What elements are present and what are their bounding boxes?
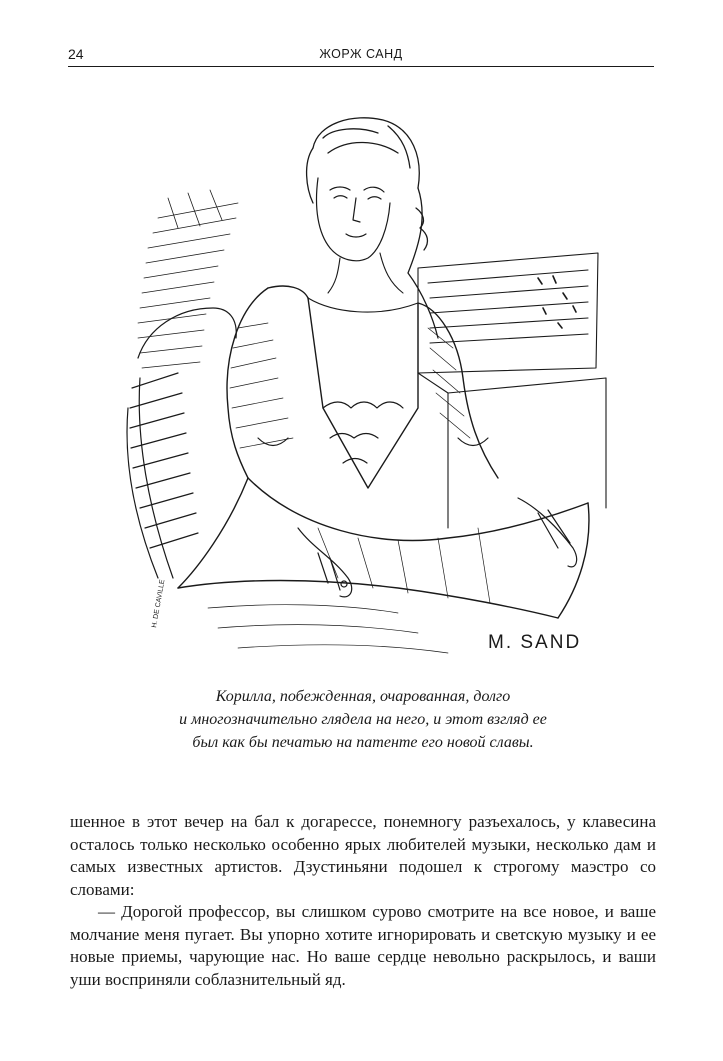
page-number: 24: [68, 46, 84, 62]
engraving-illustration: [118, 108, 608, 668]
paragraph-dialogue: — Дорогой профессор, вы слишком сурово смотрите на все новое, и ваше молчание меня пугает. Вы упорно хотите игнорировать и светскую музыку и ее новые приемы, чарующие нас. Но ваше сердце невольно раскрылось, и ваши уши восприняли соблазнительный яд.: [70, 902, 656, 989]
background-hatching: [138, 190, 238, 368]
dress: [178, 286, 589, 618]
engraving-svg: [118, 108, 608, 668]
harpsichord: [418, 253, 606, 528]
page-header: [68, 44, 654, 67]
caption-line: Корилла, побежденная, очарованная, долго: [215, 688, 511, 705]
illustration-caption: [100, 685, 626, 754]
ruffles: [258, 402, 488, 463]
neck: [308, 253, 418, 312]
caption-line: и многозначительно глядела на него, и этот взгляд ее: [179, 711, 547, 728]
paragraph-continuation: шенное в этот вечер на бал к догарессе, понемногу разъехалось, у клавесина осталось только несколько особенно ярых любителей музыки, несколько дам и самых известных артистов. Дзустиньяни подошел к строгому маэстро со словами:: [70, 812, 656, 899]
running-head: ЖОРЖ САНД: [319, 47, 403, 61]
caption-line: был как бы печатью на патенте его новой славы.: [192, 734, 534, 751]
left-signature: H. DE CAVILLE: [151, 578, 167, 629]
engraver-signature: M. SAND: [488, 632, 582, 653]
face: [317, 178, 391, 261]
body-text: [70, 811, 656, 991]
